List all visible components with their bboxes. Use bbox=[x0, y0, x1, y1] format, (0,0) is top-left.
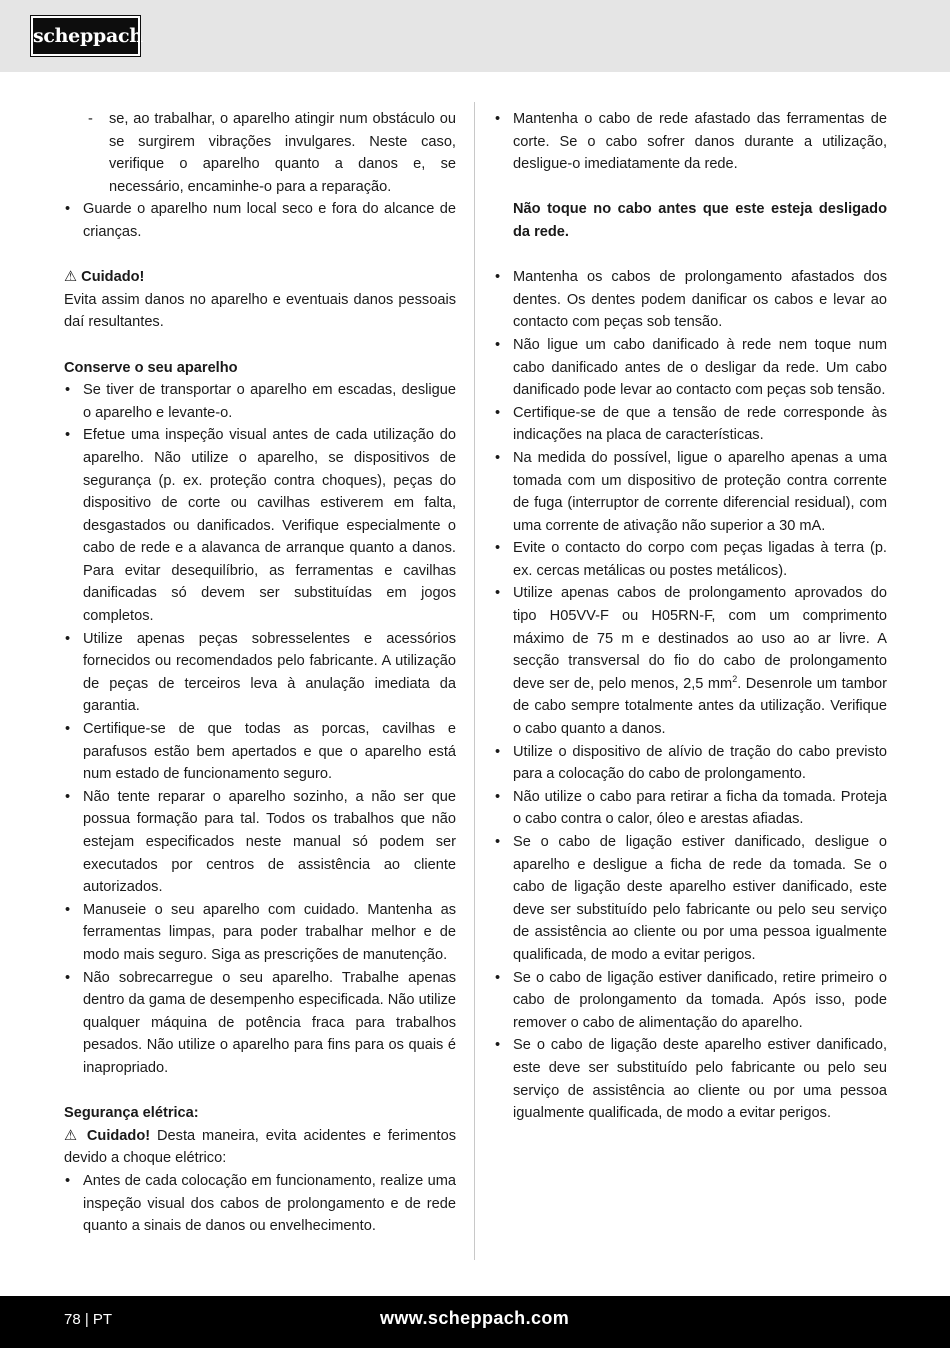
caution-paragraph bbox=[64, 1125, 456, 1170]
list-item-text: Utilize o dispositivo de alívio de tração do cabo previsto para a colocação do cabo de prolongamento. bbox=[513, 743, 887, 783]
list-item bbox=[494, 266, 887, 334]
list-item bbox=[64, 786, 456, 899]
bullet-marker: • bbox=[495, 336, 501, 353]
list-item-text: Não utilize o cabo para retirar a ficha da tomada. Proteja o cabo contra o calor, óleo e arestas afiadas. bbox=[513, 788, 887, 828]
list-item-text: Se o cabo de ligação estiver danificado, desligue o aparelho e desligue a ficha de rede da tomada. Se o cabo de ligação deste aparelho estiver danificado, este deve ser substituído pelo fabricante ou pelo seu serviço de assistência ao cliente ou por uma pessoa igualmente qualificada, de modo a evitar perigos. bbox=[513, 834, 887, 963]
list-item bbox=[494, 582, 887, 740]
header-bar bbox=[0, 0, 950, 72]
right-column bbox=[494, 108, 887, 1125]
list-item bbox=[494, 741, 887, 786]
page-number: 78 | PT bbox=[64, 1311, 113, 1328]
bullet-marker: • bbox=[65, 382, 71, 399]
bullet-marker: • bbox=[65, 630, 71, 647]
bullet-marker: • bbox=[495, 449, 501, 466]
bold-note: Não toque no cabo antes que este esteja desligado da rede. bbox=[513, 201, 887, 240]
footer-bar bbox=[0, 1296, 950, 1348]
bullet-marker: • bbox=[495, 1037, 501, 1054]
list-item-text: Utilize apenas peças sobresselentes e acessórios fornecidos ou recomendados pelo fabricante. A utilização de peças de terceiros leva à anulação imediata da garantia. bbox=[83, 630, 456, 715]
list-item-text: Se tiver de transportar o aparelho em escadas, desligue o aparelho e levante-o. bbox=[83, 382, 456, 421]
list-item bbox=[64, 1170, 456, 1238]
bullet-marker: • bbox=[495, 834, 501, 850]
list-item-text: Evite o contacto do corpo com peças ligadas à terra (p. ex. cercas metálicas ou postes metálicos). bbox=[513, 540, 887, 579]
warning-triangle-icon: ⚠ bbox=[64, 1127, 80, 1144]
bullet-marker: • bbox=[495, 743, 501, 760]
bullet-marker: • bbox=[495, 788, 501, 805]
list-item bbox=[64, 108, 456, 198]
bullet-marker: • bbox=[65, 901, 71, 918]
list-item-text: Mantenha o cabo de rede afastado das ferramentas de corte. Se o cabo sofrer danos durante a utilização, desligue-o imediatamente da rede. bbox=[513, 111, 887, 173]
left-column bbox=[64, 108, 456, 1238]
bullet-marker: • bbox=[65, 788, 71, 805]
list-item-text: Não ligue um cabo danificado à rede nem toque num cabo danificado antes de o desligar da rede. Um cabo danificado pode levar ao contacto com peças sob tensão. bbox=[513, 336, 887, 399]
list-item-text: Se o cabo de ligação deste aparelho estiver danificado, este deve ser substituído pelo fabricante ou pelo seu serviço de assistência ao cliente ou por uma pessoa igualmente qualificada, de modo a evitar perigos. bbox=[513, 1037, 887, 1122]
bullet-marker: • bbox=[495, 585, 501, 602]
list-item bbox=[64, 198, 456, 243]
cable-text: . Desenrole um tambor de cabo sempre totalmente antes da utilização. Verifique o cabo quanto a danos. bbox=[513, 675, 887, 738]
list-item-text: Se o cabo de ligação estiver danificado, retire primeiro o cabo de prolongamento da tomada. Após isso, pode remover o cabo de alimentação do aparelho. bbox=[513, 969, 887, 1031]
list-item bbox=[494, 402, 887, 447]
scheppach-logo: scheppach bbox=[31, 16, 140, 56]
list-item-text: Guarde o aparelho num local seco e fora do alcance de crianças. bbox=[83, 201, 456, 240]
list-item-text: Antes de cada colocação em funcionamento, realize uma inspeção visual dos cabos de prolongamento e de rede quanto a sinais de danos ou envelhecimento. bbox=[83, 1172, 456, 1235]
warning-triangle-icon: ⚠ bbox=[64, 269, 78, 286]
bullet-marker: • bbox=[65, 1172, 71, 1189]
list-item bbox=[64, 967, 456, 1080]
list-item bbox=[64, 899, 456, 967]
bullet-marker: • bbox=[495, 969, 501, 986]
list-item-text: Manuseie o seu aparelho com cuidado. Mantenha as ferramentas limpas, para poder trabalhar melhor e de modo mais seguro. Siga as prescrições de manutenção. bbox=[83, 901, 456, 963]
bullet-marker: • bbox=[495, 111, 501, 127]
bullet-marker: • bbox=[495, 404, 501, 421]
list-item bbox=[494, 108, 887, 176]
list-item bbox=[64, 379, 456, 424]
list-item bbox=[494, 786, 887, 831]
list-item-text: Certifique-se de que a tensão de rede corresponde às indicações na placa de características. bbox=[513, 404, 887, 444]
list-item-text bbox=[513, 585, 887, 737]
list-item-text: Não sobrecarregue o seu aparelho. Trabalhe apenas dentro da gama de desempenho especificada. Não utilize qualquer máquina de potência fraca para trabalhos pesados. Não utilize o aparelho para fins para os quais é inapropriado. bbox=[83, 969, 456, 1076]
bullet-marker: • bbox=[65, 969, 71, 986]
list-item bbox=[494, 1034, 887, 1124]
cable-text: Utilize apenas cabos de prolongamento aprovados do tipo H05VV-F ou H05RN-F, com um comprimento máximo de 75 m e destinados ao uso ao ar livre. A secção transversal do fio do cabo de prolongamento deve ser de, pelo menos, 2,5 mm bbox=[513, 585, 887, 692]
list-item bbox=[494, 967, 887, 1035]
list-item-text: Na medida do possível, ligue o aparelho apenas a uma tomada com um dispositivo de proteção contra corrente de fuga (interruptor de corrente diferencial residual), com uma corrente de ativação não superior a 30 mA. bbox=[513, 449, 887, 534]
list-item-text: Efetue uma inspeção visual antes de cada utilização do aparelho. Não utilize o aparelho, se dispositivos de segurança (p. ex. proteção contra choques), peças do dispositivo de corte ou cavilhas estiverem em falta, desgastados ou danificados. Verifique especialmente o cabo de rede e a alavanca de arranque quanto a danos. Para evitar desequilíbrio, as ferramentas e cavilhas danificadas só devem ser substituídas em jogos completos. bbox=[83, 427, 456, 625]
bullet-marker: • bbox=[65, 201, 71, 218]
bullet-marker: • bbox=[495, 540, 501, 557]
section-heading: Segurança elétrica: bbox=[64, 1105, 199, 1122]
list-item bbox=[64, 718, 456, 786]
superscript: 2 bbox=[732, 673, 738, 684]
list-item bbox=[494, 831, 887, 967]
caution-heading bbox=[64, 266, 456, 289]
list-item bbox=[494, 334, 887, 402]
list-item bbox=[64, 424, 456, 627]
caution-text: Desta maneira, evita acidentes e ferimentos devido a choque elétrico: bbox=[64, 1127, 456, 1167]
website-link[interactable]: www.scheppach.com bbox=[380, 1308, 570, 1328]
section-heading: Conserve o seu aparelho bbox=[64, 359, 238, 376]
list-item bbox=[494, 447, 887, 537]
caution-text: Evita assim danos no aparelho e eventuais danos pessoais daí resultantes. bbox=[64, 291, 456, 331]
bullet-marker: • bbox=[495, 269, 501, 286]
caution-title: Cuidado! bbox=[81, 269, 145, 286]
list-item-text: Mantenha os cabos de prolongamento afastados dos dentes. Os dentes podem danificar os cabos e levar ao contacto com peças sob tensão. bbox=[513, 269, 887, 331]
list-item bbox=[64, 628, 456, 718]
list-item-text: se, ao trabalhar, o aparelho atingir num obstáculo ou se surgirem vibrações invulgares. Neste caso, verifique o aparelho quanto a danos e, se necessário, encaminhe-o para a reparação. bbox=[109, 111, 456, 195]
dash-marker: - bbox=[88, 111, 93, 127]
caution-title: Cuidado! bbox=[86, 1127, 151, 1144]
bullet-marker: • bbox=[65, 721, 71, 738]
column-divider bbox=[474, 102, 475, 1260]
list-item bbox=[494, 537, 887, 582]
list-item-text: Não tente reparar o aparelho sozinho, a não ser que possua formação para tal. Todos os trabalhos que não estejam especificados neste manual só podem ser executados por centros de assistência ao cliente autorizados. bbox=[83, 788, 456, 896]
bullet-marker: • bbox=[65, 427, 71, 444]
list-item-text: Certifique-se de que todas as porcas, cavilhas e parafusos estão bem apertados e que o aparelho está num estado de funcionamento seguro. bbox=[83, 721, 456, 783]
